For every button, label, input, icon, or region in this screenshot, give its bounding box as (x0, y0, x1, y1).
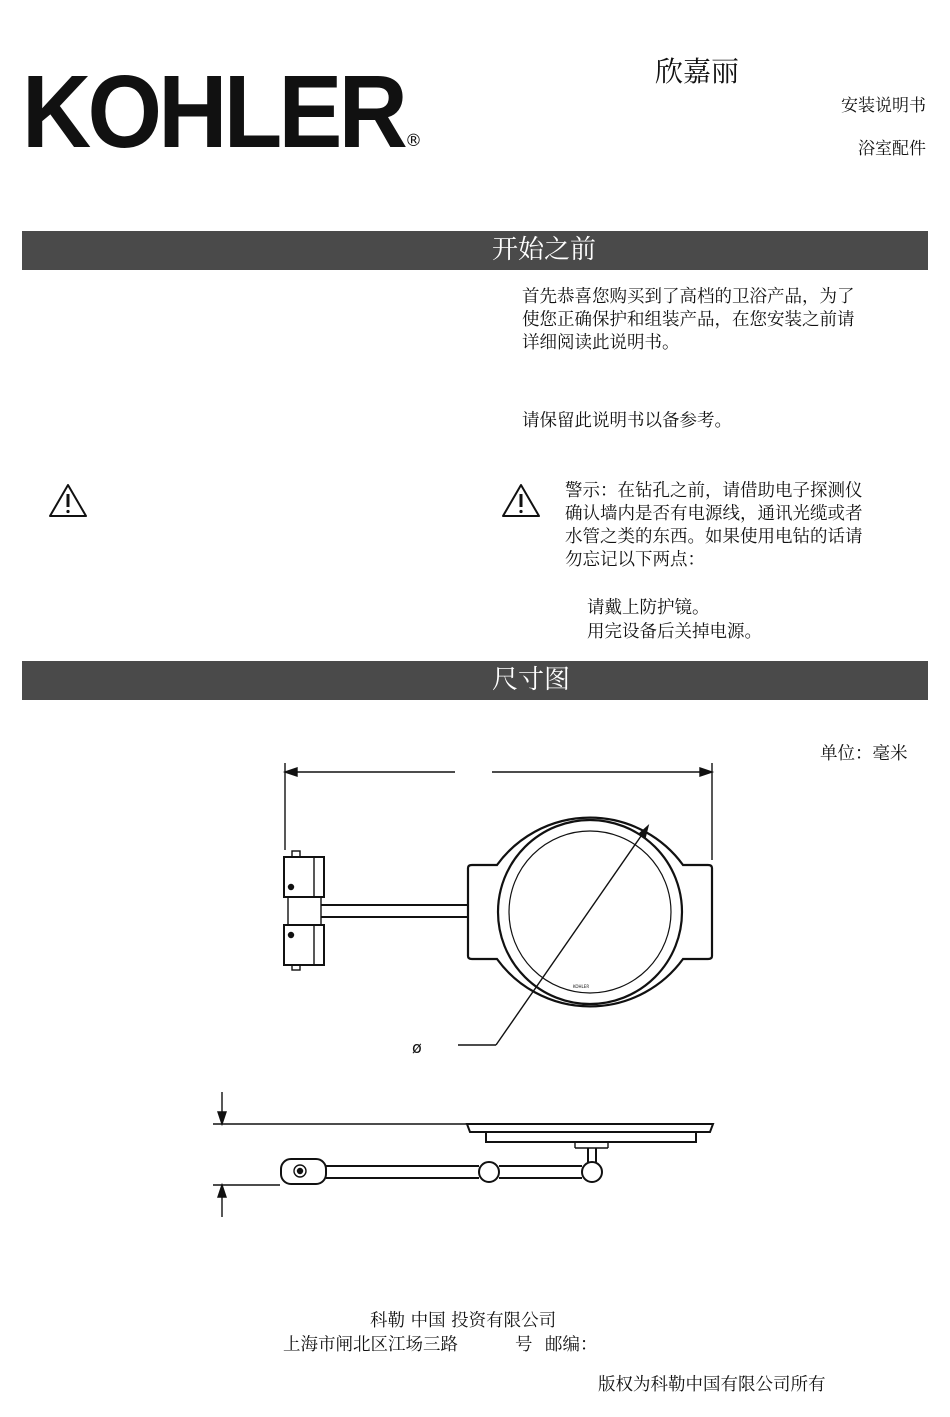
warning-icon-left (50, 485, 86, 516)
wall-bracket-front (284, 851, 324, 970)
section-title-dimensions: 尺寸图 (492, 665, 571, 695)
safety-item: 用完设备后关掉电源。 (587, 621, 762, 642)
unit-label: 单位：毫米 (820, 744, 908, 764)
warning-line: 警示：在钻孔之前，请借助电子探测仪 (565, 481, 863, 501)
intro-line: 使您正确保护和组装产品，在您安装之前请 (522, 310, 855, 330)
diameter-leader (458, 826, 648, 1045)
address-number: 号 (515, 1335, 533, 1355)
diameter-symbol: ø (412, 1038, 422, 1057)
company-name: 科勒 中国 投资有限公司 (370, 1311, 557, 1331)
registered-mark: ® (405, 131, 422, 151)
mirror-front (468, 818, 712, 1007)
product-category: 浴室配件 (858, 139, 926, 159)
keep-note: 请保留此说明书以备参考。 (522, 411, 732, 431)
intro-line: 详细阅读此说明书。 (522, 333, 680, 353)
warning-line: 勿忘记以下两点： (565, 550, 705, 570)
kohler-logo: KOHLER (22, 54, 405, 169)
copyright-notice: 版权为科勒中国有限公司所有 (598, 1375, 826, 1395)
width-dimension (285, 763, 712, 860)
company-address: 上海市闸北区江场三路 (283, 1335, 458, 1355)
postcode-label: 邮编： (545, 1335, 598, 1355)
section-title-before-start: 开始之前 (492, 235, 597, 265)
warning-icon-right (503, 485, 539, 516)
warning-line: 水管之类的东西。如果使用电钻的话请 (565, 527, 863, 547)
document-type: 安装说明书 (841, 96, 926, 116)
intro-line: 首先恭喜您购买到了高档的卫浴产品，为了 (522, 287, 855, 307)
product-name: 欣嘉丽 (655, 55, 740, 88)
warning-line: 确认墙内是否有电源线，通讯光缆或者 (565, 504, 863, 524)
mirror-arm-front (321, 905, 468, 917)
side-view (213, 1092, 713, 1217)
mirror-brand-mark: KOHLER (573, 984, 590, 989)
safety-item: 请戴上防护镜。 (587, 598, 710, 618)
